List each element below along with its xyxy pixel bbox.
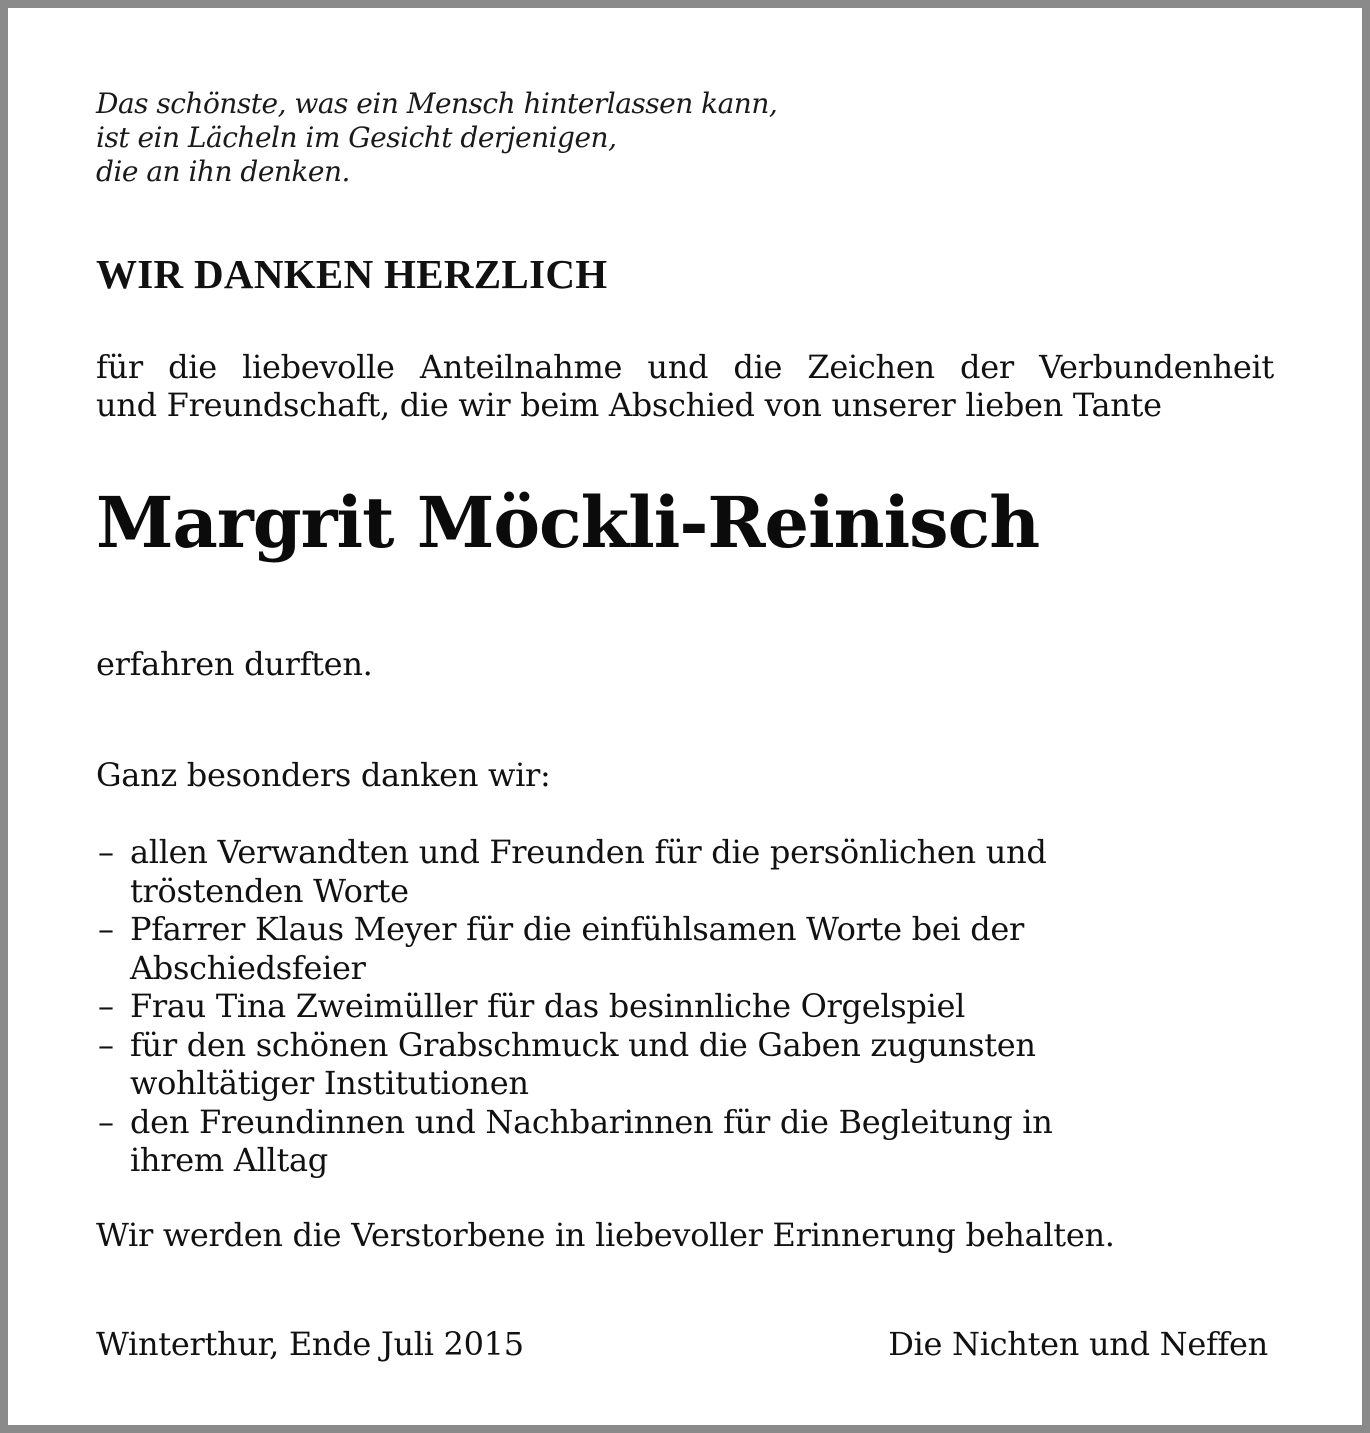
dash-bullet: – — [98, 910, 114, 948]
list-item — [96, 910, 1130, 987]
intro-paragraph — [96, 348, 1274, 424]
list-item — [96, 1026, 1130, 1103]
memorial-quote — [96, 87, 777, 189]
list-item-line: Frau Tina Zweimüller für das besinnliche Orgelspiel — [130, 987, 966, 1025]
list-item-line: für den schönen Grabschmuck und die Gaben zugunsten — [130, 1025, 1036, 1064]
list-item-line: wohltätiger Institutionen — [130, 1064, 529, 1102]
list-item-line: tröstenden Worte — [130, 871, 409, 910]
intro-line: und Freundschaft, die wir beim Abschied von unserer lieben Tante — [96, 386, 1162, 424]
special-thanks-intro: Ganz besonders danken wir: — [96, 756, 551, 794]
dash-bullet: – — [98, 1025, 114, 1064]
after-name-text: erfahren durften. — [96, 645, 373, 683]
thanks-list — [96, 833, 1130, 1180]
quote-line: die an ihn denken. — [96, 155, 350, 188]
dash-bullet: – — [98, 987, 114, 1025]
list-item-line: Pfarrer Klaus Meyer für die einfühlsamen Worte bei der — [130, 910, 1025, 948]
list-item-line: Abschiedsfeier — [130, 948, 366, 987]
list-item — [96, 987, 1130, 1026]
list-item — [96, 1103, 1130, 1180]
list-item-line: ihrem Alltag — [130, 1141, 328, 1179]
dash-bullet: – — [98, 833, 114, 871]
place-and-date: Winterthur, Ende Juli 2015 — [96, 1325, 524, 1363]
list-item — [96, 833, 1130, 910]
quote-line: ist ein Lächeln im Gesicht derjenigen, — [96, 121, 617, 154]
closing-sentence: Wir werden die Verstorbene in liebevoller Erinnerung behalten. — [96, 1216, 1115, 1254]
list-item-line: allen Verwandten und Freunden für die persönlichen und — [130, 833, 1047, 871]
dash-bullet: – — [98, 1102, 114, 1141]
thanks-heading: WIR DANKEN HERZLICH — [96, 251, 608, 297]
list-item-line: den Freundinnen und Nachbarinnen für die Begleitung in — [130, 1102, 1053, 1141]
intro-line: für die liebevolle Anteilnahme und die Zeichen der Verbundenheit — [96, 348, 1274, 386]
quote-line: Das schönste, was ein Mensch hinterlassen kann, — [96, 87, 778, 120]
signature: Die Nichten und Neffen — [888, 1325, 1268, 1363]
deceased-name: Margrit Möckli-Reinisch — [96, 481, 1040, 564]
